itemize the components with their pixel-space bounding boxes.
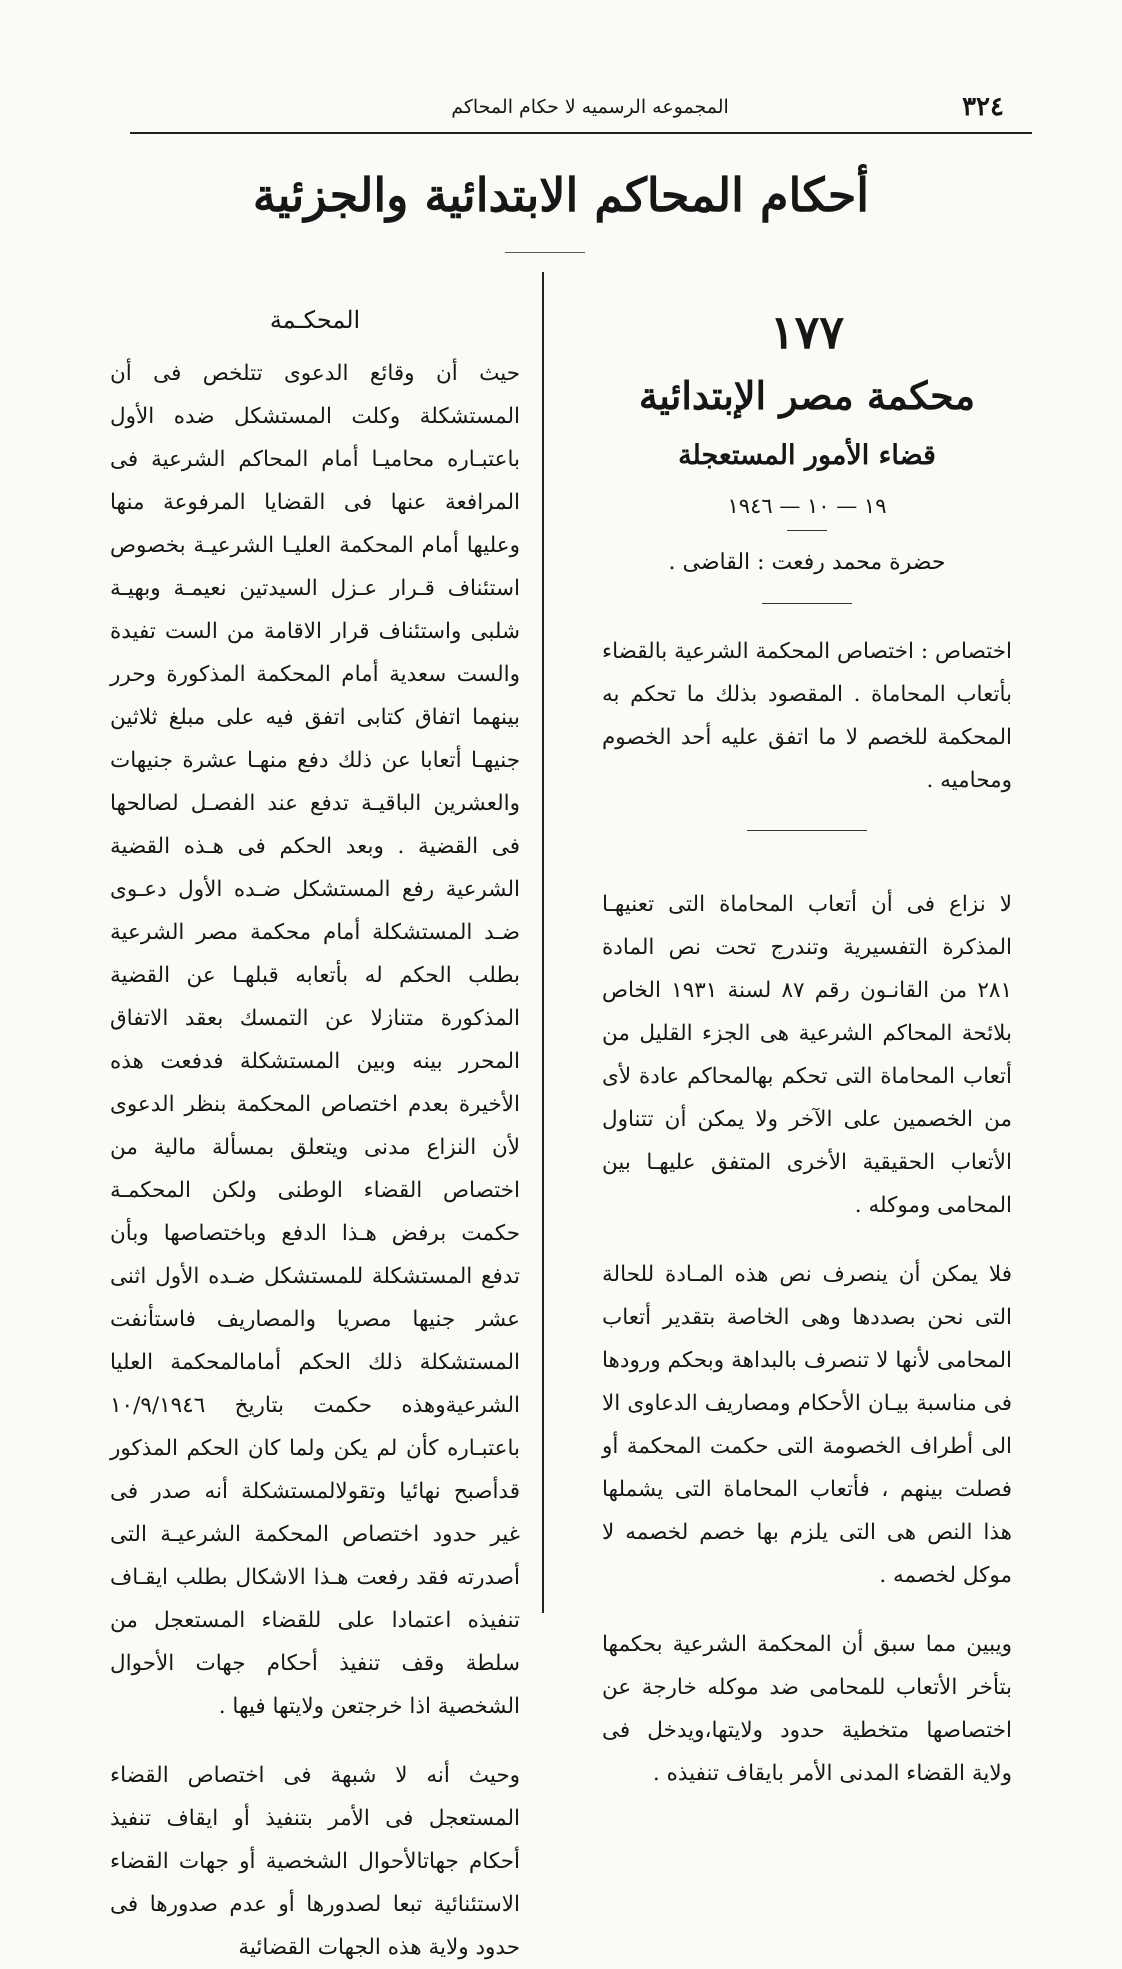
court-heading: المحكـمة xyxy=(269,306,361,334)
case-number: ١٧٧ xyxy=(769,305,845,359)
title-rule xyxy=(505,252,585,253)
judge-rule xyxy=(762,603,852,604)
page-number: ٣٢٤ xyxy=(962,92,1004,122)
running-title: المجموعه الرسميه لا حكام المحاكم xyxy=(451,96,729,118)
court-circuit: قضاء الأمور المستعجلة xyxy=(678,440,936,471)
column-divider xyxy=(542,272,544,1613)
headnote: اختصاص : اختصاص المحكمة الشرعية بالقضاء بأتعاب المحاماة . المقصود بذلك ما تحكم به المحكمة للخصم لا ما اتفق عليه أحد الخصوم ومحاميه . xyxy=(602,639,1012,793)
judgment-date: ١٩ — ١٠ — ١٩٤٦ xyxy=(727,494,887,518)
left-paragraph: حيث أن وقائع الدعوى تتلخص فى أن المستشكلة وكلت المستشكل ضده الأول باعتبـاره محاميـا أمام المحاكم الشرعية فى المرافعة عنها فى القضايا المرفوعة منها وعليها أمام المحكمة العليـا الشرعيـة بخصوص استئناف قـرار عـزل السيدتين نعيمـة وبهيـة شلبى واستئناف قرار الاقامة من الست تفيدة والست سعدية أمام المحكمة المذكورة وحرر بينهما اتفاق كتابى اتفق فيه على مبلغ ثلاثين جنيهـا أتعابا عن ذلك دفع منهـا عشرة جنيهات والعشرين الباقيـة تدفع عند الفصـل لصالحها فى القضية . وبعد الحكم فى هـذه القضية الشرعية رفع المستشكل ضـده الأول دعـوى ضـد المستشكلة أمام محكمة مصر الشرعية بطلب الحكم له بأتعابه قبلهـا عن القضية المذكورة متنازلا عن التمسك بعقد الاتفاق المحرر بينه وبين المستشكلة فدفعت هذه الأخيرة بعدم اختصاص المحكمة بنظر الدعوى لأن النزاع مدنى ويتعلق بمسألة مالية من اختصاص القضاء الوطنى ولكن المحكمـة حكمت برفض هـذا الدفع وباختصاصها وبأن تدفع المستشكلة للمستشكل ضـده الأول اثنى عشر جنيها مصريا والمصاريف فاستأنفت المستشكلة ذلك الحكم أمامالمحكمة العليا الشرعيةوهذه حكمت بتاريخ ١٠/٩/١٩٤٦ باعتبـاره كأن لم يكن ولما كان الحكم المذكور قدأصبح نهائيا وتقولالمستشكلة أنه صدر فى غير حدود اختصاص المحكمة الشرعيـة التى أصدرته فقد رفعت هـذا الاشكال بطلب ايقـاف تنفيذه اعتمادا على للقضاء المستعجل من سلطة وقف تنفيذ أحكام جهات الأحوال الشخصية اذا خرجتعن ولايتها فيها . xyxy=(110,361,520,1719)
running-header xyxy=(110,92,1012,132)
left-column xyxy=(110,300,520,1969)
right-column xyxy=(602,300,1012,1795)
right-paragraph: لا نزاع فى أن أتعاب المحاماة التى تعنيهـا المذكرة التفسيرية وتندرج تحت نص المادة ٢٨١ من القانـون رقم ٨٧ لسنة ١٩٣١ الخاص بلائحة المحاكم الشرعية هى الجزء القليل من أتعاب المحاماة التى تحكم بهالمحاكم عادة لأى من الخصمين على الآخر ولا يمكن أن تتناول الأتعاب الحقيقية الأخرى المتفق عليهـا بين المحامى وموكله . xyxy=(602,892,1012,1218)
court-name: محكمة مصر الإبتدائية xyxy=(638,373,976,418)
header-rule xyxy=(130,132,1032,134)
left-paragraph: وحيث أنه لا شبهة فى اختصاص القضاء المستعجل فى الأمر بتنفيذ أو ايقاف تنفيذ أحكام جهاتالأحوال الشخصية أو جهات القضاء الاستئنائية تبعا لصدورها أو عدم صدورها فى حدود ولاية هذه الجهات القضائية xyxy=(110,1763,520,1960)
date-rule xyxy=(787,530,827,531)
headnote-rule xyxy=(747,830,867,831)
right-paragraph: فلا يمكن أن ينصرف نص هذه المـادة للحالة التى نحن بصددها وهى الخاصة بتقدير أتعاب المحامى لأنها لا تنصرف بالبداهة وبحكم ورودها فى مناسبة بيـان الأحكام ومصاريف الدعاوى الا الى أطراف الخصومة التى حكمت المحكمة أو فصلت بينهم ، فأتعاب المحاماة التى يشملها هذا النص هى التى يلزم بها خصم لخصمه لا موكل لخصمه . xyxy=(602,1262,1012,1588)
judge-line: حضرة محمد رفعت : القاضى . xyxy=(668,550,946,575)
section-title: أحكام المحاكم الابتدائية والجزئية xyxy=(252,168,870,222)
right-paragraph: ويبين مما سبق أن المحكمة الشرعية بحكمها بتأخر الأتعاب للمحامى ضد موكله خارجة عن اختصاصها متخطية حدود ولايتها،ويدخل فى ولاية القضاء المدنى الأمر بايقاف تنفيذه . xyxy=(602,1632,1012,1786)
